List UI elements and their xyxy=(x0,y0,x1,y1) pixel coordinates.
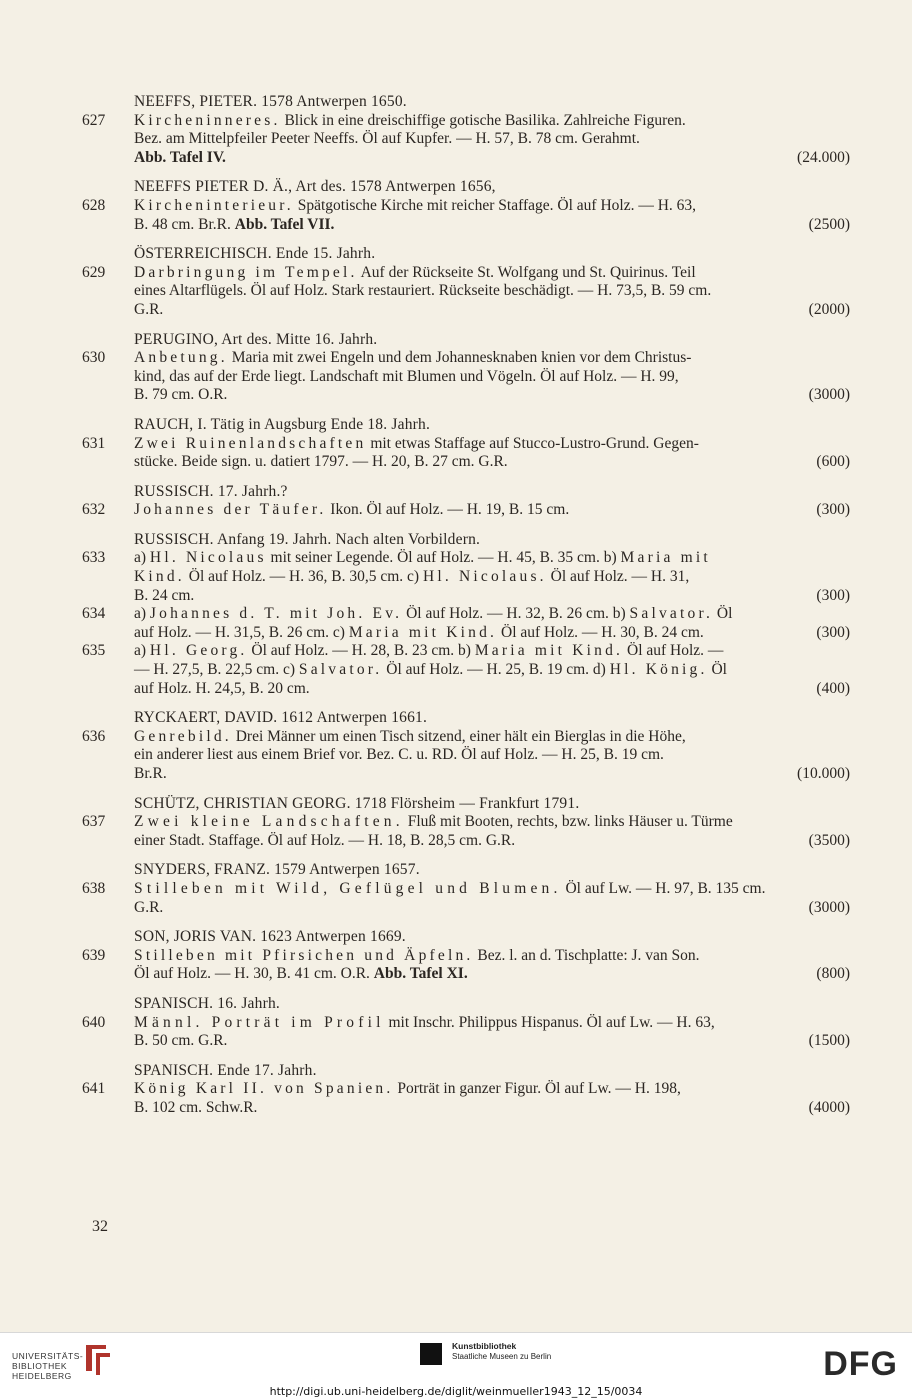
lot-text: Porträt in ganzer Figur. Öl auf Lw. — H. 198, xyxy=(393,1080,681,1098)
university-logo-text xyxy=(12,1351,83,1381)
lot-description-line xyxy=(134,130,850,149)
lot-text: kind, das auf der Erde liegt. Landschaft mit Blumen und Vögeln. Öl auf Holz. — H. 99, xyxy=(134,367,679,385)
plate-reference: Abb. Tafel XI. xyxy=(373,965,468,983)
estimate-price: (300) xyxy=(816,501,850,519)
lot-text: — H. 27,5, B. 22,5 cm. c) xyxy=(134,661,299,679)
artist-heading: SNYDERS, FRANZ. 1579 Antwerpen 1657. xyxy=(134,861,420,879)
lot-number: 629 xyxy=(82,263,106,281)
kb-subtitle: Staatliche Museen zu Berlin xyxy=(452,1352,552,1361)
university-line-2: BIBLIOTHEK xyxy=(12,1361,68,1371)
lot-description-line xyxy=(134,680,850,699)
lot-title: Maria mit Kind. xyxy=(348,623,498,641)
lot-title: Hl. Georg. xyxy=(149,642,248,660)
lot-description-line xyxy=(134,264,850,283)
lot-number: 632 xyxy=(82,501,106,519)
lot-description-line xyxy=(134,1099,850,1118)
lot-description-line xyxy=(134,947,850,966)
lot-title: Kind. xyxy=(134,568,185,586)
lot-description-line xyxy=(134,282,850,301)
lot-title: Hl. König. xyxy=(609,661,708,679)
lot-text: Öl auf Holz. — H. 32, B. 26 cm. b) xyxy=(402,605,630,623)
artist-section xyxy=(0,531,912,698)
lot-text: Maria mit zwei Engeln und dem Johannesknaben knien vor dem Christus- xyxy=(227,349,692,367)
lot-description-line xyxy=(134,587,850,606)
lot-number: 636 xyxy=(82,727,106,745)
estimate-price: (10.000) xyxy=(797,765,850,782)
university-line-3: HEIDELBERG xyxy=(12,1371,72,1381)
lot-text: Bez. am Mittelpfeiler Peeter Neeffs. Öl auf Kupfer. — H. 57, B. 78 cm. Gerahmt. xyxy=(134,130,640,148)
lot-title: Johannes d. T. mit Joh. Ev. xyxy=(149,605,403,623)
lot-text: B. 79 cm. O.R. xyxy=(134,386,228,404)
lot-description-line xyxy=(134,549,850,568)
lot-title: Salvator. xyxy=(298,661,383,679)
lot-text: eines Altarflügels. Öl auf Holz. Stark restauriert. Rückseite beschädigt. — H. 73,5, B. 59 cm. xyxy=(134,282,712,300)
artist-heading: PERUGINO, Art des. Mitte 16. Jahrh. xyxy=(134,330,378,348)
artist-heading: NEEFFS PIETER D. Ä., Art des. 1578 Antwerpen 1656, xyxy=(134,178,496,196)
lot-text: Auf der Rückseite St. Wolfgang und St. Quirinus. Teil xyxy=(357,263,696,281)
artist-heading: SPANISCH. Ende 17. Jahrh. xyxy=(134,1061,317,1079)
lot-description-line xyxy=(134,1032,850,1051)
artist-section xyxy=(0,178,912,234)
estimate-price: (3000) xyxy=(808,898,850,916)
lot-text: Drei Männer um einen Tisch sitzend, einer hält ein Bierglas in die Höhe, xyxy=(231,727,686,745)
lot-description-line xyxy=(134,435,850,454)
university-logo-icon xyxy=(82,1341,112,1377)
lot-description-line xyxy=(134,501,850,520)
lot-description-line xyxy=(134,642,850,661)
page-number: 32 xyxy=(92,1218,108,1235)
lot-title: Kircheninterieur. xyxy=(134,196,294,214)
lot-description-line xyxy=(134,605,850,624)
lot-title: Kircheninneres. xyxy=(134,111,281,129)
lot-number: 638 xyxy=(82,879,106,897)
lot-text: Spätgotische Kirche mit reicher Staffage. Öl auf Holz. — H. 63, xyxy=(293,196,697,214)
lot-title: Stilleben mit Wild, Geflügel und Blumen. xyxy=(134,879,562,897)
lot-title: Maria mit xyxy=(620,549,711,567)
lot-text: Öl auf Holz. — xyxy=(623,642,724,660)
lot-list xyxy=(0,93,912,1129)
artist-section xyxy=(0,1062,912,1118)
artist-section xyxy=(0,928,912,984)
lot-title: Männl. Porträt im Profil xyxy=(134,1013,385,1031)
artist-heading: NEEFFS, PIETER. 1578 Antwerpen 1650. xyxy=(134,93,407,110)
lot-description-line xyxy=(134,661,850,680)
kunstbibliothek-logo-icon xyxy=(420,1343,442,1365)
lot-text: a) xyxy=(134,642,150,660)
artist-section xyxy=(0,93,912,167)
lot-title: Anbetung. xyxy=(134,349,228,367)
lot-title: Stilleben mit Pfirsichen und Äpfeln. xyxy=(134,946,474,964)
lot-title: Darbringung im Tempel. xyxy=(134,263,358,281)
lot-entry xyxy=(0,349,912,405)
lot-text: a) xyxy=(134,549,150,567)
lot-text: Öl xyxy=(707,661,727,679)
lot-number: 639 xyxy=(82,946,106,964)
lot-description-line xyxy=(134,368,850,387)
lot-text: Öl auf Holz. — H. 25, B. 19 cm. d) xyxy=(382,661,610,679)
estimate-price: (3000) xyxy=(808,386,850,404)
lot-entry xyxy=(0,112,912,168)
lot-description-line xyxy=(134,1080,850,1099)
lot-text: einer Stadt. Staffage. Öl auf Holz. — H. 18, B. 28,5 cm. G.R. xyxy=(134,831,516,849)
lot-title: Hl. Nicolaus xyxy=(149,549,267,567)
lot-number: 630 xyxy=(82,349,106,367)
lot-text: Öl xyxy=(713,605,733,623)
lot-text: Öl auf Holz. — H. 28, B. 23 cm. b) xyxy=(247,642,475,660)
lot-description-line xyxy=(134,301,850,320)
lot-text: Fluß mit Booten, rechts, bzw. links Häuser u. Türme xyxy=(403,813,733,831)
estimate-price: (400) xyxy=(816,679,850,697)
estimate-price: (300) xyxy=(816,623,850,641)
lot-number: 641 xyxy=(82,1080,106,1098)
lot-text: Öl auf Lw. — H. 97, B. 135 cm. xyxy=(561,879,766,897)
lot-entry xyxy=(0,880,912,917)
lot-title: Hl. Nicolaus. xyxy=(422,568,547,586)
lot-entry xyxy=(0,813,912,850)
artist-heading: SPANISCH. 16. Jahrh. xyxy=(134,994,280,1012)
lot-number: 628 xyxy=(82,196,106,214)
lot-title: Salvator. xyxy=(629,605,714,623)
artist-heading: RUSSISCH. 17. Jahrh.? xyxy=(134,482,288,500)
lot-text: auf Holz. H. 24,5, B. 20 cm. xyxy=(134,679,310,697)
lot-number: 635 xyxy=(82,642,106,660)
lot-entry xyxy=(0,501,912,520)
artist-section xyxy=(0,416,912,472)
artist-section xyxy=(0,245,912,319)
plate-reference: Abb. Tafel VII. xyxy=(234,215,335,233)
lot-text: auf Holz. — H. 31,5, B. 26 cm. c) xyxy=(134,623,349,641)
lot-description-line xyxy=(134,453,850,472)
lot-text: ein anderer liest aus einem Brief vor. Bez. C. u. RD. Öl auf Holz. — H. 25, B. 19 cm. xyxy=(134,746,664,764)
lot-description-line xyxy=(134,624,850,643)
lot-text: Ikon. Öl auf Holz. — H. 19, B. 15 cm. xyxy=(326,501,570,519)
lot-entry xyxy=(0,435,912,472)
lot-number: 637 xyxy=(82,813,106,831)
lot-text: mit etwas Staffage auf Stucco-Lustro-Grund. Gegen- xyxy=(366,434,699,452)
lot-text: B. 48 cm. Br.R. xyxy=(134,215,235,233)
artist-heading: RUSSISCH. Anfang 19. Jahrh. Nach alten Vorbildern. xyxy=(134,530,481,548)
lot-text: Öl auf Holz. — H. 31, xyxy=(546,568,690,586)
lot-text: B. 102 cm. Schw.R. xyxy=(134,1098,258,1116)
estimate-price: (4000) xyxy=(808,1098,850,1116)
lot-text: Bez. l. an d. Tischplatte: J. van Son. xyxy=(473,946,700,964)
artist-heading: SCHÜTZ, CHRISTIAN GEORG. 1718 Flörsheim — Frankfurt 1791. xyxy=(134,794,580,812)
estimate-price: (1500) xyxy=(808,1032,850,1050)
lot-entry xyxy=(0,197,912,234)
artist-heading: RYCKAERT, DAVID. 1612 Antwerpen 1661. xyxy=(134,709,428,727)
lot-description-line xyxy=(134,728,850,747)
lot-description-line xyxy=(134,386,850,405)
lot-number: 640 xyxy=(82,1013,106,1031)
lot-title: Maria mit Kind. xyxy=(474,642,624,660)
estimate-price: (2000) xyxy=(808,300,850,318)
lot-text: B. 24 cm. xyxy=(134,586,195,604)
lot-entry xyxy=(0,1080,912,1117)
lot-number: 633 xyxy=(82,549,106,567)
artist-heading: SON, JORIS VAN. 1623 Antwerpen 1669. xyxy=(134,928,406,946)
lot-entry xyxy=(0,728,912,784)
lot-entry xyxy=(0,1014,912,1051)
lot-text: Öl auf Holz. — H. 30, B. 24 cm. xyxy=(497,623,704,641)
lot-text: Öl auf Holz. — H. 36, B. 30,5 cm. c) xyxy=(184,568,423,586)
lot-text: G.R. xyxy=(134,898,164,916)
lot-title: Johannes der Täufer. xyxy=(134,501,327,519)
lot-description-line xyxy=(134,568,850,587)
lot-title: Genrebild. xyxy=(134,727,232,745)
lot-text: Blick in eine dreischiffige gotische Basilika. Zahlreiche Figuren. xyxy=(280,111,686,129)
artist-section xyxy=(0,483,912,520)
lot-description-line xyxy=(134,746,850,765)
lot-text: mit seiner Legende. Öl auf Holz. — H. 45, B. 35 cm. b) xyxy=(266,549,621,567)
lot-title: Zwei kleine Landschaften. xyxy=(134,813,404,831)
artist-section xyxy=(0,709,912,783)
lot-entry xyxy=(0,264,912,320)
dfg-logo: DFG xyxy=(823,1345,898,1383)
lot-title: Zwei Ruinenlandschaften xyxy=(134,434,367,452)
kb-title: Kunstbibliothek xyxy=(452,1341,517,1351)
lot-description-line xyxy=(134,765,850,784)
lot-text: Br.R. xyxy=(134,765,167,782)
artist-heading: RAUCH, I. Tätig in Augsburg Ende 18. Jahrh. xyxy=(134,415,431,433)
lot-description-line xyxy=(134,899,850,918)
estimate-price: (2500) xyxy=(808,215,850,233)
kunstbibliothek-logo-text xyxy=(452,1341,551,1362)
lot-text: Öl auf Holz. — H. 30, B. 41 cm. O.R. xyxy=(134,965,374,983)
lot-title: König Karl II. von Spanien. xyxy=(134,1080,394,1098)
lot-number: 627 xyxy=(82,111,106,129)
lot-description-line xyxy=(134,112,850,131)
lot-text: mit Inschr. Philippus Hispanus. Öl auf Lw. — H. 63, xyxy=(384,1013,715,1031)
university-line-1: UNIVERSITÄTS- xyxy=(12,1351,84,1361)
lot-number: 631 xyxy=(82,434,106,452)
lot-description-line xyxy=(134,1014,850,1033)
permalink-url[interactable]: http://digi.ub.uni-heidelberg.de/diglit/weinmueller1943_12_15/0034 xyxy=(269,1385,643,1398)
lot-text: G.R. xyxy=(134,300,164,318)
lot-description-line xyxy=(134,832,850,851)
estimate-price: (3500) xyxy=(808,831,850,849)
lot-entry xyxy=(0,947,912,984)
lot-entry xyxy=(0,642,912,698)
artist-section xyxy=(0,795,912,851)
lot-number: 634 xyxy=(82,605,106,623)
artist-section xyxy=(0,995,912,1051)
lot-description-line xyxy=(134,880,850,899)
lot-description-line xyxy=(134,813,850,832)
artist-section xyxy=(0,861,912,917)
estimate-price: (800) xyxy=(816,965,850,983)
lot-text: a) xyxy=(134,605,150,623)
plate-reference: Abb. Tafel IV. xyxy=(134,148,226,166)
estimate-price: (300) xyxy=(816,586,850,604)
estimate-price: (24.000) xyxy=(797,148,850,166)
estimate-price: (600) xyxy=(816,453,850,471)
lot-description-line xyxy=(134,216,850,235)
lot-text: stücke. Beide sign. u. datiert 1797. — H. 20, B. 27 cm. G.R. xyxy=(134,453,508,471)
footer-bar xyxy=(0,1332,912,1399)
lot-description-line xyxy=(134,349,850,368)
lot-description-line xyxy=(134,197,850,216)
lot-entry xyxy=(0,605,912,642)
artist-section xyxy=(0,331,912,405)
lot-description-line xyxy=(134,965,850,984)
lot-text: B. 50 cm. G.R. xyxy=(134,1032,228,1050)
artist-heading: ÖSTERREICHISCH. Ende 15. Jahrh. xyxy=(134,245,376,263)
lot-entry xyxy=(0,549,912,605)
lot-description-line xyxy=(134,149,850,168)
